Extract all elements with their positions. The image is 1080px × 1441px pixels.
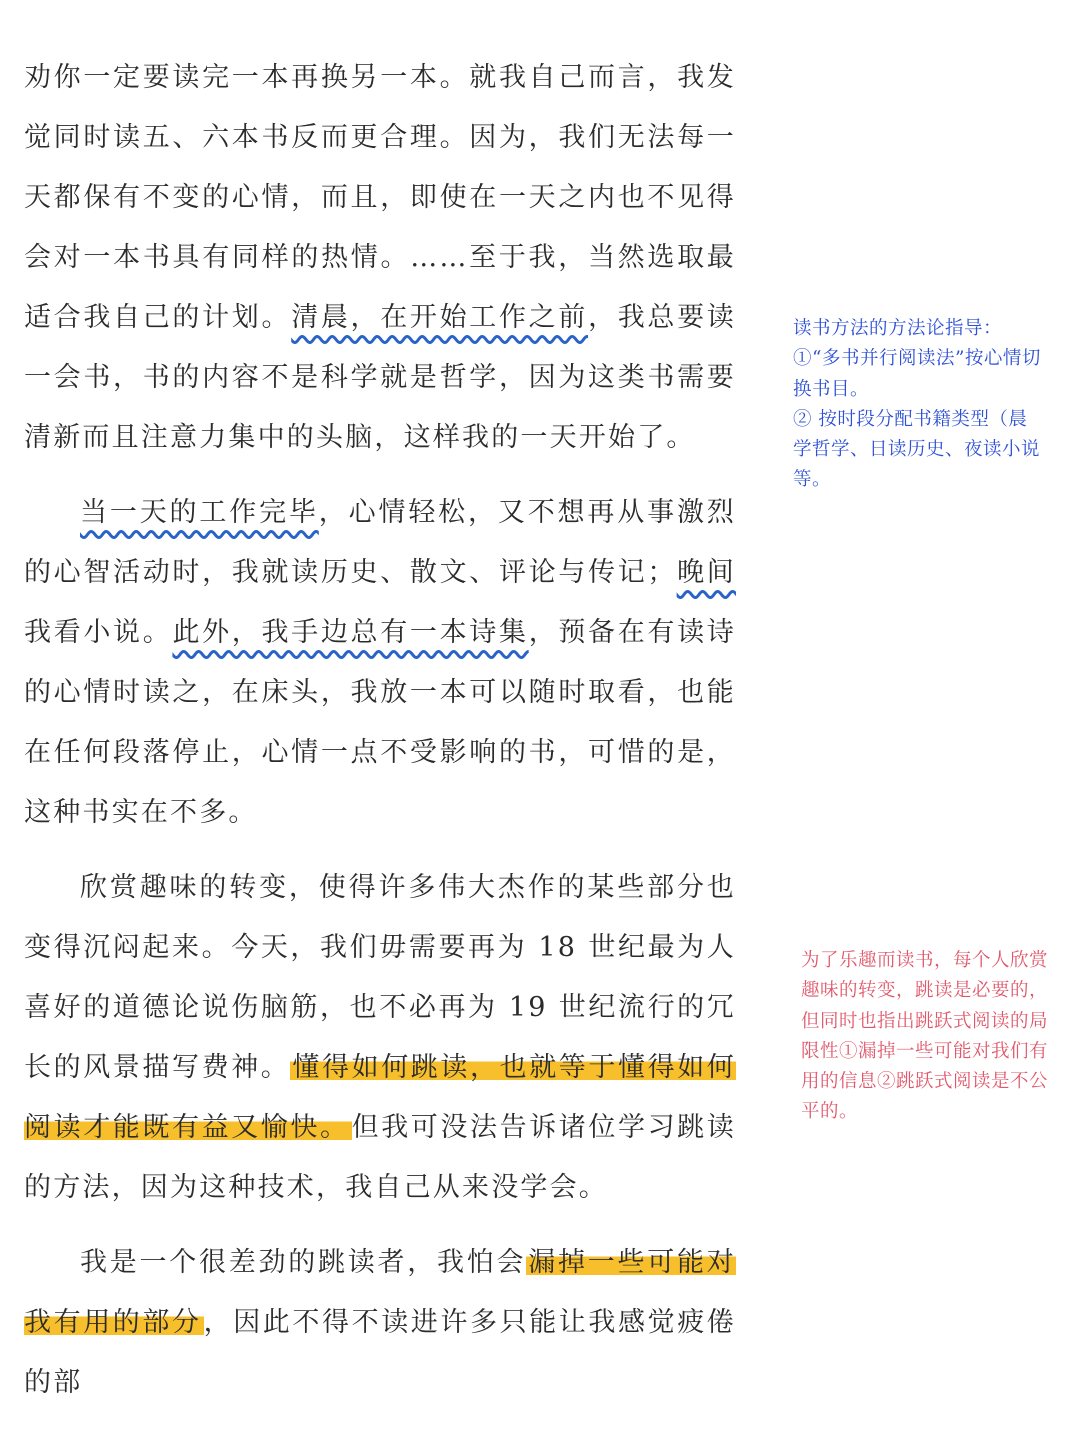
- wavy-underlined-phrase: 当一天的工作完毕: [80, 497, 319, 528]
- text-segment: 我是一个很差劲的跳读者，我怕会: [80, 1247, 527, 1278]
- paragraph-4: [24, 1233, 736, 1413]
- paragraph-2: [24, 483, 736, 843]
- note-line: 为了乐趣而读书，每个人欣赏趣味的转变，跳读是必要的，但同时也指出跳跃式阅读的局限性①漏掉一些可能对我们有用的信息②跳跃式阅读是不公平的。: [801, 950, 1049, 1123]
- highlighted-phrase: 懂得如何跳读，也就等于懂得如何阅读才能既有益又愉快。: [24, 1052, 736, 1143]
- margin-note-reading-method: [793, 314, 1043, 496]
- text-segment: 但我可没法告诉诸位学习跳读的方法，因为这种技术，我自己从来没学会。: [24, 1112, 736, 1203]
- margin-note-skimming: [801, 946, 1049, 1128]
- text-segment: ，我总要读一会书，书的内容不是科学就是哲学，因为这类书需要清新而且注意力集中的头脑，这样我的一天开始了。: [24, 302, 737, 453]
- wavy-underlined-phrase: 清晨，在开始工作之前: [291, 302, 589, 333]
- text-segment: 劝你一定要读完一本再换另一本。就我自己而言，我发觉同时读五、六本书反而更合理。因为，我们无法每一天都保有不变的心情，而且，即使在一天之内也不见得会对一本书具有同样的热情。……至于我，当然选取最适合我自己的计划。: [24, 62, 736, 333]
- note-line: ② 按时段分配书籍类型（晨学哲学、日读历史、夜读小说等。: [793, 408, 1041, 491]
- highlighted-phrase: 漏掉一些可能对我有用的部分: [24, 1247, 736, 1338]
- wavy-underlined-phrase: 晚间: [676, 557, 736, 588]
- text-segment: ，心情轻松，又不想再从事激烈的心智活动时，我就读历史、散文、评论与传记；: [24, 497, 736, 588]
- note-line: ①“多书并行阅读法”按心情切换书目。: [793, 348, 1041, 400]
- text-segment: ，因此不得不读进许多只能让我感觉疲倦的部: [24, 1307, 736, 1398]
- text-segment: 欣赏趣味的转变，使得许多伟大杰作的某些部分也变得沉闷起来。今天，我们毋需要再为 18 世纪最为人喜好的道德论说伤脑筋，也不必再为 19 世纪流行的冗长的风景描写费神。: [24, 872, 736, 1083]
- paragraph-3: [24, 858, 736, 1218]
- note-line: 读书方法的方法论指导：: [793, 318, 1003, 339]
- text-segment: ，预备在有读诗的心情时读之，在床头，我放一本可以随时取看，也能在任何段落停止，心情一点不受影响的书，可惜的是，这种书实在不多。: [24, 617, 737, 828]
- wavy-underlined-phrase: 此外，我手边总有一本诗集: [172, 617, 529, 648]
- paragraph-1: [24, 48, 736, 468]
- text-segment: 我看小说。: [24, 617, 173, 648]
- book-page-text: [24, 48, 736, 1413]
